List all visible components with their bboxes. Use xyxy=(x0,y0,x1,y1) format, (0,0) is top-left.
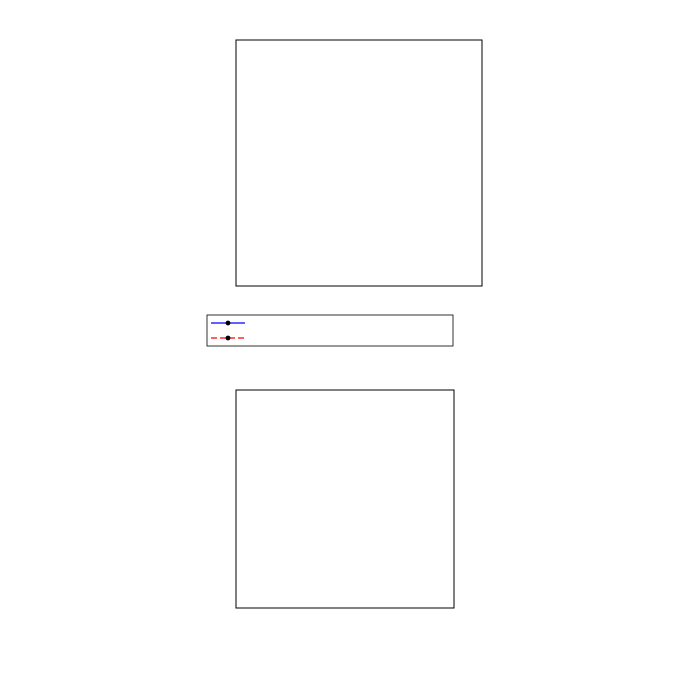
bottom-plot-frame xyxy=(236,390,454,608)
legend-box xyxy=(207,315,453,346)
legend-marker-arm xyxy=(226,321,231,326)
legend-marker-model xyxy=(226,336,231,341)
top-plot-frame xyxy=(236,40,482,286)
